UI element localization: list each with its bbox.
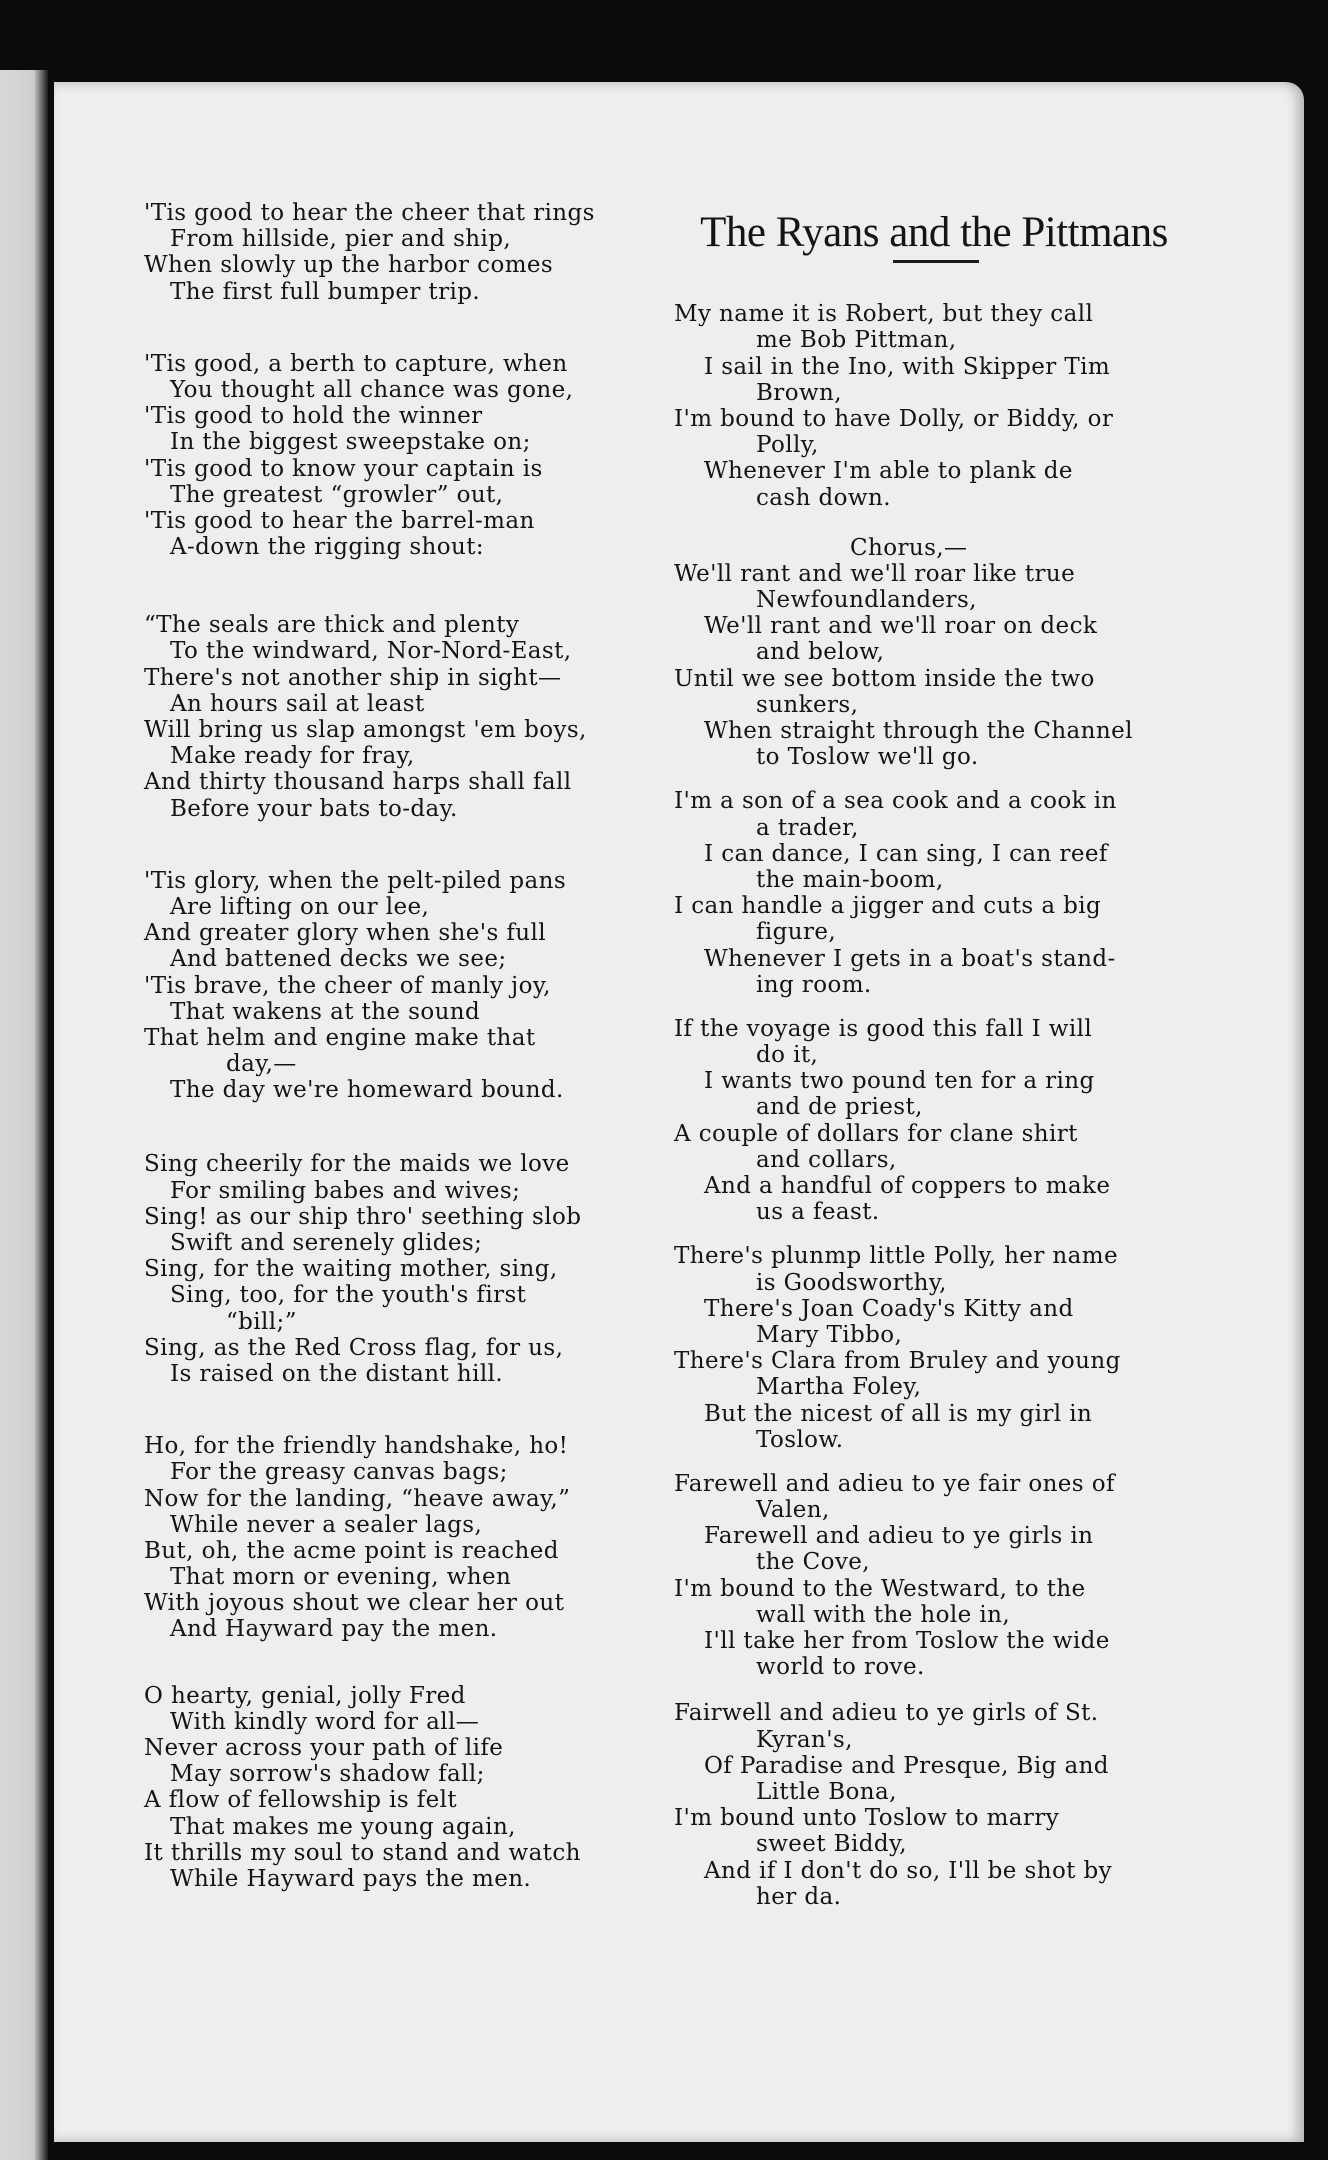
verse-line: 'Tis good to know your captain is bbox=[144, 455, 543, 482]
verse-line: That wakens at the sound bbox=[170, 998, 481, 1025]
verse-line: I'm bound to have Dolly, or Biddy, or bbox=[674, 405, 1114, 432]
verse-line: us a feast. bbox=[756, 1199, 880, 1226]
title-rule bbox=[893, 260, 979, 263]
verse-line: Valen, bbox=[756, 1497, 830, 1524]
verse-line: and collars, bbox=[756, 1146, 897, 1173]
verse-line: Kyran's, bbox=[756, 1726, 853, 1753]
verse-line: her da. bbox=[756, 1883, 842, 1910]
verse-line: to Toslow we'll go. bbox=[756, 744, 979, 771]
verse-line: I'm a son of a sea cook and a cook in bbox=[674, 788, 1117, 815]
verse-line: Fairwell and adieu to ye girls of St. bbox=[674, 1700, 1099, 1727]
verse-line: Farewell and adieu to ye girls in bbox=[704, 1523, 1094, 1550]
verse-line: Brown, bbox=[756, 379, 842, 406]
verse-line: For smiling babes and wives; bbox=[170, 1177, 521, 1204]
verse-line: While never a sealer lags, bbox=[170, 1511, 483, 1538]
verse-line: Polly, bbox=[756, 432, 819, 459]
previous-page-edge bbox=[0, 70, 48, 2160]
verse-line: There's Joan Coady's Kitty and bbox=[704, 1295, 1074, 1322]
verse-line: That makes me young again, bbox=[170, 1813, 516, 1840]
stanza bbox=[674, 301, 1254, 511]
verse-line: There's Clara from Bruley and young bbox=[674, 1348, 1121, 1375]
verse-line: Farewell and adieu to ye fair ones of bbox=[674, 1470, 1115, 1497]
verse-line: A flow of fellowship is felt bbox=[144, 1787, 458, 1814]
verse-line: the main-boom, bbox=[756, 866, 944, 893]
verse-line: me Bob Pittman, bbox=[756, 327, 957, 354]
verse-line: and below, bbox=[756, 639, 885, 666]
verse-line: Will bring us slap amongst 'em boys, bbox=[144, 717, 587, 743]
verse-line: The first full bumper trip. bbox=[170, 278, 481, 305]
verse-line: I'm bound unto Toslow to marry bbox=[674, 1805, 1060, 1832]
stanza bbox=[144, 1433, 704, 1643]
verse-line: I'll take her from Toslow the wide bbox=[704, 1628, 1110, 1655]
stanza bbox=[674, 1016, 1254, 1226]
verse-line: To the windward, Nor-Nord-East, bbox=[170, 638, 572, 665]
right-stanzas bbox=[674, 301, 1254, 1910]
verse-line: That helm and engine make that bbox=[144, 1024, 536, 1051]
verse-line: I sail in the Ino, with Skipper Tim bbox=[704, 353, 1111, 380]
stanza bbox=[144, 351, 704, 561]
verse-line: “bill;” bbox=[226, 1308, 297, 1335]
verse-line: While Hayward pays the men. bbox=[170, 1865, 532, 1892]
verse-line: And if I don't do so, I'll be shot by bbox=[704, 1857, 1113, 1884]
verse-line: do it, bbox=[756, 1042, 819, 1069]
verse-line: But the nicest of all is my girl in bbox=[704, 1400, 1093, 1427]
verse-line: world to rove. bbox=[756, 1654, 925, 1681]
verse-line: A couple of dollars for clane shirt bbox=[674, 1120, 1078, 1147]
song-title: The Ryans and the Pittmans bbox=[700, 209, 1168, 256]
verse-line: Whenever I'm able to plank de bbox=[704, 458, 1073, 485]
verse-line: Before your bats to-day. bbox=[170, 795, 458, 822]
verse-line: When straight through the Channel bbox=[704, 718, 1133, 745]
verse-line: You thought all chance was gone, bbox=[170, 376, 574, 403]
verse-line: A-down the rigging shout: bbox=[170, 534, 485, 561]
verse-line: And Hayward pay the men. bbox=[170, 1616, 498, 1643]
verse-line: An hours sail at least bbox=[170, 690, 425, 717]
verse-line: Sing, as the Red Cross flag, for us, bbox=[144, 1334, 564, 1361]
verse-line: “The seals are thick and plenty bbox=[144, 612, 520, 639]
verse-line: There's not another ship in sight— bbox=[144, 664, 562, 691]
verse-line: a trader, bbox=[756, 814, 859, 841]
verse-line: It thrills my soul to stand and watch bbox=[144, 1839, 581, 1866]
verse-line: If the voyage is good this fall I will bbox=[674, 1015, 1093, 1042]
verse-line: the Cove, bbox=[756, 1549, 870, 1576]
verse-line: With joyous shout we clear her out bbox=[144, 1590, 565, 1617]
verse-line: Little Bona, bbox=[756, 1778, 897, 1805]
verse-line: Never across your path of life bbox=[144, 1735, 504, 1761]
verse-line: From hillside, pier and ship, bbox=[170, 226, 512, 253]
verse-line: O hearty, genial, jolly Fred bbox=[144, 1682, 466, 1709]
verse-line: cash down. bbox=[756, 484, 891, 511]
verse-line: sunkers, bbox=[756, 691, 859, 718]
verse-line: I can dance, I can sing, I can reef bbox=[704, 840, 1108, 867]
verse-line: I wants two pound ten for a ring bbox=[704, 1068, 1095, 1095]
verse-line: And greater glory when she's full bbox=[144, 920, 547, 947]
verse-line: And thirty thousand harps shall fall bbox=[144, 769, 572, 796]
verse-line: is Goodsworthy, bbox=[756, 1269, 947, 1296]
verse-line: Is raised on the distant hill. bbox=[170, 1360, 504, 1387]
verse-line: I'm bound to the Westward, to the bbox=[674, 1575, 1086, 1602]
verse-line: 'Tis glory, when the pelt-piled pans bbox=[144, 867, 567, 894]
verse-line: 'Tis good to hear the cheer that rings bbox=[144, 200, 595, 226]
verse-line: May sorrow's shadow fall; bbox=[170, 1761, 485, 1788]
verse-line: I can handle a jigger and cuts a big bbox=[674, 893, 1102, 920]
verse-line: Sing, for the waiting mother, sing, bbox=[144, 1256, 558, 1283]
verse-line: But, oh, the acme point is reached bbox=[144, 1537, 559, 1564]
verse-line: and de priest, bbox=[756, 1094, 923, 1121]
verse-line: Ho, for the friendly handshake, ho! bbox=[144, 1433, 569, 1460]
verse-line: Newfoundlanders, bbox=[756, 587, 977, 614]
verse-line: Sing cheerily for the maids we love bbox=[144, 1151, 570, 1178]
verse-line: There's plunmp little Polly, her name bbox=[674, 1243, 1118, 1270]
verse-line: 'Tis good, a berth to capture, when bbox=[144, 350, 568, 377]
verse-line: For the greasy canvas bags; bbox=[170, 1459, 508, 1486]
verse-line: Sing, too, for the youth's first bbox=[170, 1282, 527, 1309]
verse-line: 'Tis good to hear the barrel-man bbox=[144, 507, 535, 534]
stanza bbox=[144, 1683, 704, 1893]
right-column-song bbox=[674, 209, 1254, 1910]
verse-line: 'Tis brave, the cheer of manly joy, bbox=[144, 972, 551, 999]
verse-line: Mary Tibbo, bbox=[756, 1321, 903, 1348]
verse-line: Toslow. bbox=[756, 1426, 844, 1453]
verse-line: We'll rant and we'll roar on deck bbox=[704, 613, 1098, 640]
verse-line: Whenever I gets in a boat's stand- bbox=[704, 945, 1116, 972]
verse-line: Make ready for fray, bbox=[170, 743, 415, 770]
stanza bbox=[674, 535, 1254, 771]
book-page bbox=[54, 82, 1304, 2142]
verse-line: Martha Foley, bbox=[756, 1374, 922, 1401]
verse-line: The day we're homeward bound. bbox=[170, 1077, 564, 1104]
verse-line: Until we see bottom inside the two bbox=[674, 665, 1095, 692]
verse-line: My name it is Robert, but they call bbox=[674, 301, 1094, 328]
verse-line: 'Tis good to hold the winner bbox=[144, 403, 483, 430]
stanza bbox=[144, 612, 704, 822]
stanza bbox=[144, 1151, 704, 1387]
verse-line: The greatest “growler” out, bbox=[170, 481, 504, 508]
verse-line: sweet Biddy, bbox=[756, 1831, 908, 1858]
verse-line: With kindly word for all— bbox=[170, 1708, 480, 1735]
verse-line: When slowly up the harbor comes bbox=[144, 252, 554, 279]
verse-line: Of Paradise and Presque, Big and bbox=[704, 1752, 1109, 1779]
stanza bbox=[674, 1471, 1254, 1681]
verse-line: day,— bbox=[226, 1051, 297, 1078]
verse-line: We'll rant and we'll roar like true bbox=[674, 560, 1076, 587]
stanza bbox=[674, 788, 1254, 998]
verse-line: Now for the landing, “heave away,” bbox=[144, 1485, 571, 1512]
verse-line: Swift and serenely glides; bbox=[170, 1230, 483, 1256]
left-column-poem bbox=[144, 200, 704, 1892]
stanza bbox=[674, 1243, 1254, 1453]
verse-line: figure, bbox=[756, 919, 837, 946]
stanza bbox=[674, 1700, 1254, 1910]
verse-line: In the biggest sweepstake on; bbox=[170, 429, 531, 456]
stanza bbox=[144, 868, 704, 1104]
chorus-label: Chorus,— bbox=[850, 534, 968, 561]
verse-line: Are lifting on our lee, bbox=[170, 893, 430, 920]
verse-line: That morn or evening, when bbox=[170, 1564, 512, 1591]
stanza bbox=[144, 200, 704, 305]
verse-line: wall with the hole in, bbox=[756, 1601, 1011, 1628]
verse-line: ing room. bbox=[756, 971, 872, 998]
verse-line: Sing! as our ship thro' seething slob bbox=[144, 1203, 582, 1230]
verse-line: And battened decks we see; bbox=[170, 946, 507, 973]
verse-line: And a handful of coppers to make bbox=[704, 1173, 1111, 1200]
